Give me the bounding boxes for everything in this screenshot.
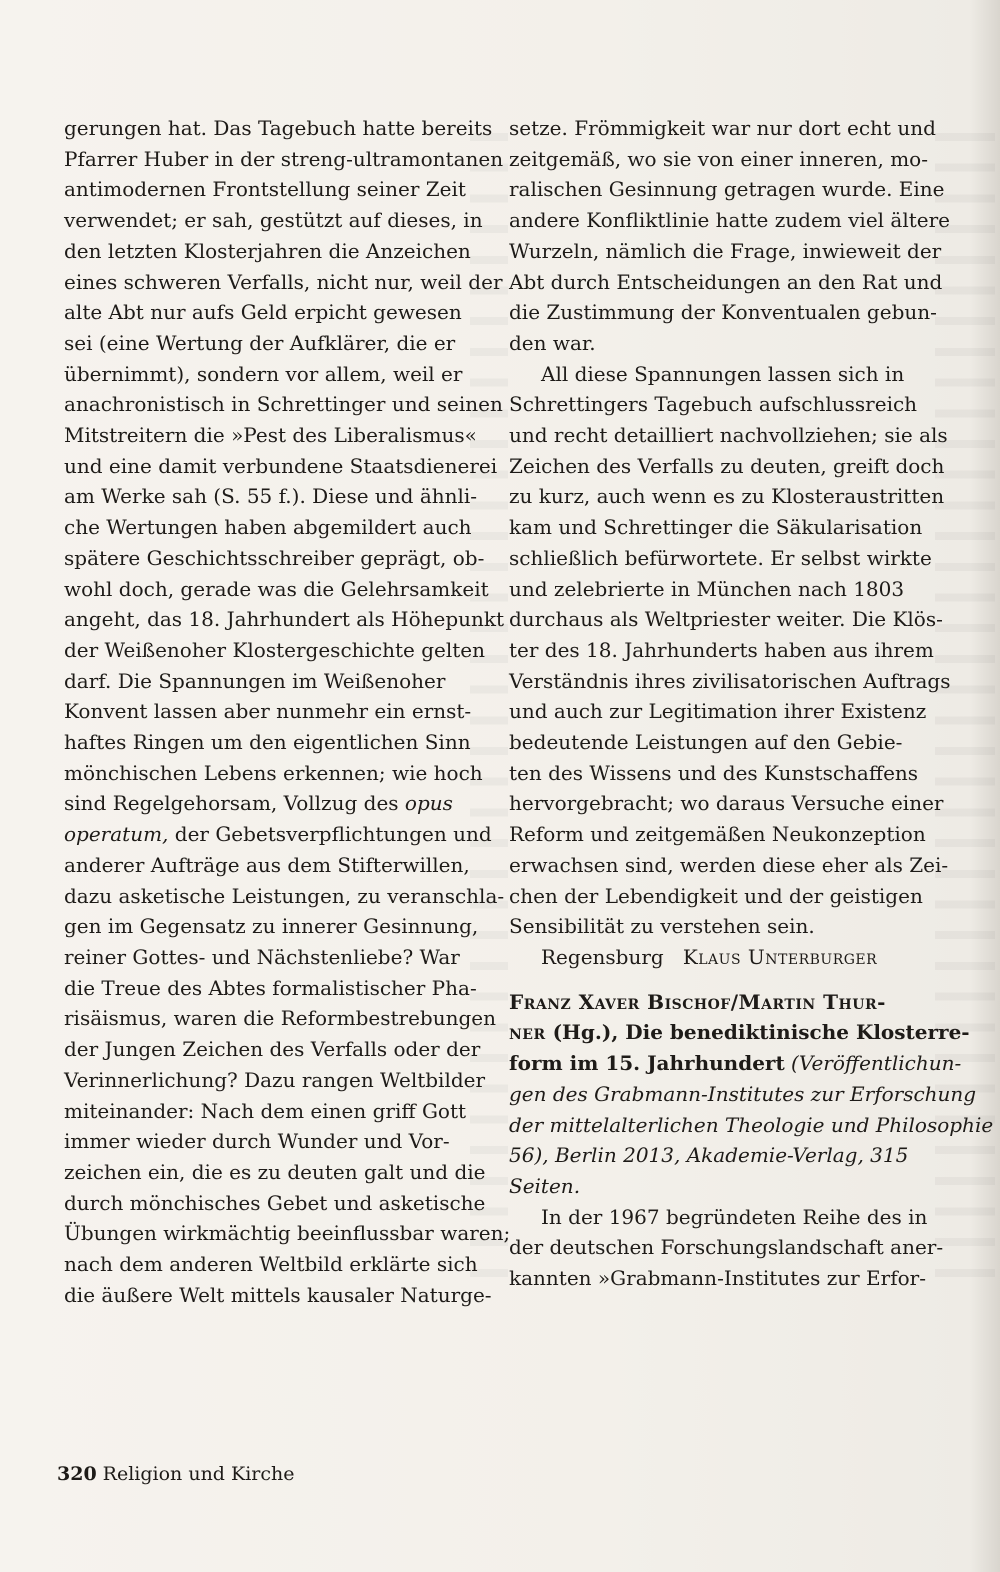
page-number: 320	[57, 1463, 97, 1485]
text-line: ter des 18. Jahrhunderts haben aus ihrem	[509, 637, 934, 662]
text-line: chen der Lebendigkeit und der geistigen	[509, 883, 923, 908]
text-line: andere Konfliktlinie hatte zudem viel ältere	[509, 208, 951, 233]
text-line: durch mönchisches Gebet und asketische	[64, 1190, 486, 1215]
text-line: hervorgebracht; wo daraus Versuche einer	[509, 791, 944, 816]
review-heading-line	[509, 1048, 962, 1079]
signature-line	[509, 942, 931, 973]
text-line: am Werke sah (S. 55 f.). Diese und ähnli-	[64, 484, 478, 509]
text-line: Konvent lassen aber nunmehr ein ernst-	[64, 699, 472, 724]
review-authors: Franz Xaver Bischof/Martin Thur-	[509, 989, 886, 1014]
paragraph-3	[509, 1202, 944, 1294]
text-line: den letzten Klosterjahren die Anzeichen	[64, 238, 471, 263]
text-line: und recht detailliert nachvollziehen; sie als	[509, 423, 948, 448]
text-span: sind Regelgehorsam, Vollzug des	[64, 791, 399, 816]
review-authors: ner	[509, 1020, 546, 1045]
review-series-lines	[509, 1079, 994, 1202]
text-line: gerungen hat. Das Tagebuch hatte bereits	[64, 116, 493, 140]
text-line: wohl doch, gerade was die Gelehrsamkeit	[64, 576, 489, 601]
text-line: Zeichen des Verfalls zu deuten, greift doch	[509, 453, 945, 478]
text-line: setze. Frömmigkeit war nur dort echt und	[509, 116, 936, 140]
text-line: ralischen Gesinnung getragen wurde. Eine	[509, 177, 945, 202]
text-line: Mitstreitern die »Pest des Liberalismus«	[64, 423, 477, 448]
left-column	[64, 113, 511, 1310]
text-line: zu kurz, auch wenn es zu Klosteraustritten	[509, 484, 945, 509]
text-line: der Weißenoher Klostergeschichte gelten	[64, 637, 486, 662]
text-line: bedeutende Leistungen auf den Gebie-	[509, 730, 903, 755]
text-line: die Treue des Abtes formalistischer Pha-	[64, 975, 477, 1000]
text-line: kam und Schrettinger die Säkularisation	[509, 515, 923, 540]
text-line: nach dem anderen Weltbild erklärte sich	[64, 1252, 478, 1277]
text-line: Seiten.	[509, 1173, 581, 1198]
text-line: übernimmt), sondern vor allem, weil er	[64, 361, 463, 386]
paragraph-1	[509, 113, 951, 359]
text-line: schließlich befürwortete. Er selbst wirkte	[509, 545, 932, 570]
right-column	[509, 113, 994, 1294]
text-line: die Zustimmung der Konventualen gebun-	[509, 300, 937, 325]
text-line: angeht, das 18. Jahrhundert als Höhepunkt	[64, 607, 505, 632]
text-line: durchaus als Weltpriester weiter. Die Klös-	[509, 607, 943, 632]
text-line: und auch zur Legitimation ihrer Existenz	[509, 699, 927, 724]
page-footer	[57, 1463, 294, 1485]
text-line: spätere Geschichtsschreiber geprägt, ob-	[64, 545, 485, 570]
text-line: In der 1967 begründeten Reihe des in	[541, 1204, 928, 1229]
review-heading-line	[509, 987, 931, 1018]
text-line: sei (eine Wertung der Aufklärer, die er	[64, 330, 456, 355]
text-line: der deutschen Forschungslandschaft aner-	[509, 1235, 944, 1260]
text-line: All diese Spannungen lassen sich in	[541, 361, 905, 386]
text-line: Verständnis ihres zivilisatorischen Auftrags	[509, 668, 951, 693]
text-line: gen des Grabmann-Institutes zur Erforschung	[509, 1081, 977, 1106]
text-line: antimodernen Frontstellung seiner Zeit	[64, 177, 466, 202]
text-line: dazu asketische Leistungen, zu veranschla-	[64, 883, 505, 908]
text-line: anachronistisch in Schrettinger und seinen	[64, 392, 503, 417]
signature-place: Regensburg	[541, 944, 664, 969]
text-line: haftes Ringen um den eigentlichen Sinn	[64, 730, 471, 755]
text-line	[64, 819, 492, 850]
text-line: verwendet; er sah, gestützt auf dieses, in	[64, 208, 483, 233]
section-title: Religion und Kirche	[102, 1463, 295, 1485]
text-line: und eine damit verbundene Staatsdienerei	[64, 453, 498, 478]
text-line: zeichen ein, die es zu deuten galt und die	[64, 1159, 486, 1184]
text-line: der mittelalterlichen Theologie und Philosophie	[509, 1112, 994, 1137]
spacer	[509, 973, 931, 987]
text-line: gen im Gegensatz zu innerer Gesinnung,	[64, 914, 479, 939]
text-line: die äußere Welt mittels kausaler Naturge-	[64, 1282, 492, 1307]
text-line: Abt durch Entscheidungen an den Rat und	[509, 269, 943, 294]
italic-term: operatum,	[64, 822, 169, 847]
text-line: anderer Aufträge aus dem Stifterwillen,	[64, 852, 470, 877]
text-line: miteinander: Nach dem einen griff Gott	[64, 1098, 467, 1123]
text-line: alte Abt nur aufs Geld erpicht gewesen	[64, 300, 462, 325]
text-line: der Jungen Zeichen des Verfalls oder der	[64, 1037, 481, 1062]
text-line: zeitgemäß, wo sie von einer inneren, mo-	[509, 146, 928, 171]
left-lines	[64, 113, 505, 788]
text-line: eines schweren Verfalls, nicht nur, weil der	[64, 269, 503, 294]
text-line: Übungen wirkmächtig beeinflussbar waren;	[64, 1221, 511, 1246]
text-line: Schrettingers Tagebuch aufschlussreich	[509, 392, 918, 417]
text-line: und zelebrierte in München nach 1803	[509, 576, 905, 601]
text-line: Verinnerlichung? Dazu rangen Weltbilder	[64, 1067, 486, 1092]
text-line: Reform und zeitgemäßen Neukonzeption	[509, 822, 926, 847]
text-line: reiner Gottes- und Nächstenliebe? War	[64, 944, 460, 969]
text-line: ten des Wissens und des Kunstschaffens	[509, 760, 919, 785]
signature-author: Klaus Unterburger	[682, 944, 878, 969]
review-series: (Veröffentlichun-	[784, 1051, 962, 1076]
review-title: form im 15. Jahrhundert	[509, 1051, 785, 1076]
paragraph-2	[509, 359, 951, 942]
text-span: der Gebetsverpflichtungen und	[168, 822, 492, 847]
text-line: Wurzeln, nämlich die Frage, inwieweit der	[509, 238, 942, 263]
text-line: 56), Berlin 2013, Akademie-Verlag, 315	[509, 1143, 909, 1168]
text-line: darf. Die Spannungen im Weißenoher	[64, 668, 446, 693]
text-line: risäismus, waren die Reformbestrebungen	[64, 1006, 496, 1031]
italic-term: opus	[404, 791, 453, 816]
text-line: erwachsen sind, werden diese eher als Zei-	[509, 852, 949, 877]
text-line: den war.	[509, 330, 596, 355]
text-line: immer wieder durch Wunder und Vor-	[64, 1129, 450, 1154]
text-line: mönchischen Lebens erkennen; wie hoch	[64, 760, 483, 785]
left-lines-after	[64, 850, 511, 1311]
review-title: (Hg.), Die benediktinische Klosterre-	[545, 1020, 970, 1045]
review-heading-line	[509, 1017, 970, 1048]
text-line: Pfarrer Huber in der streng-ultramontanen	[64, 146, 504, 171]
text-line: kannten »Grabmann-Institutes zur Erfor-	[509, 1266, 926, 1291]
text-line: Sensibilität zu verstehen sein.	[509, 914, 815, 939]
text-line	[64, 788, 484, 819]
text-line: che Wertungen haben abgemildert auch	[64, 515, 472, 540]
